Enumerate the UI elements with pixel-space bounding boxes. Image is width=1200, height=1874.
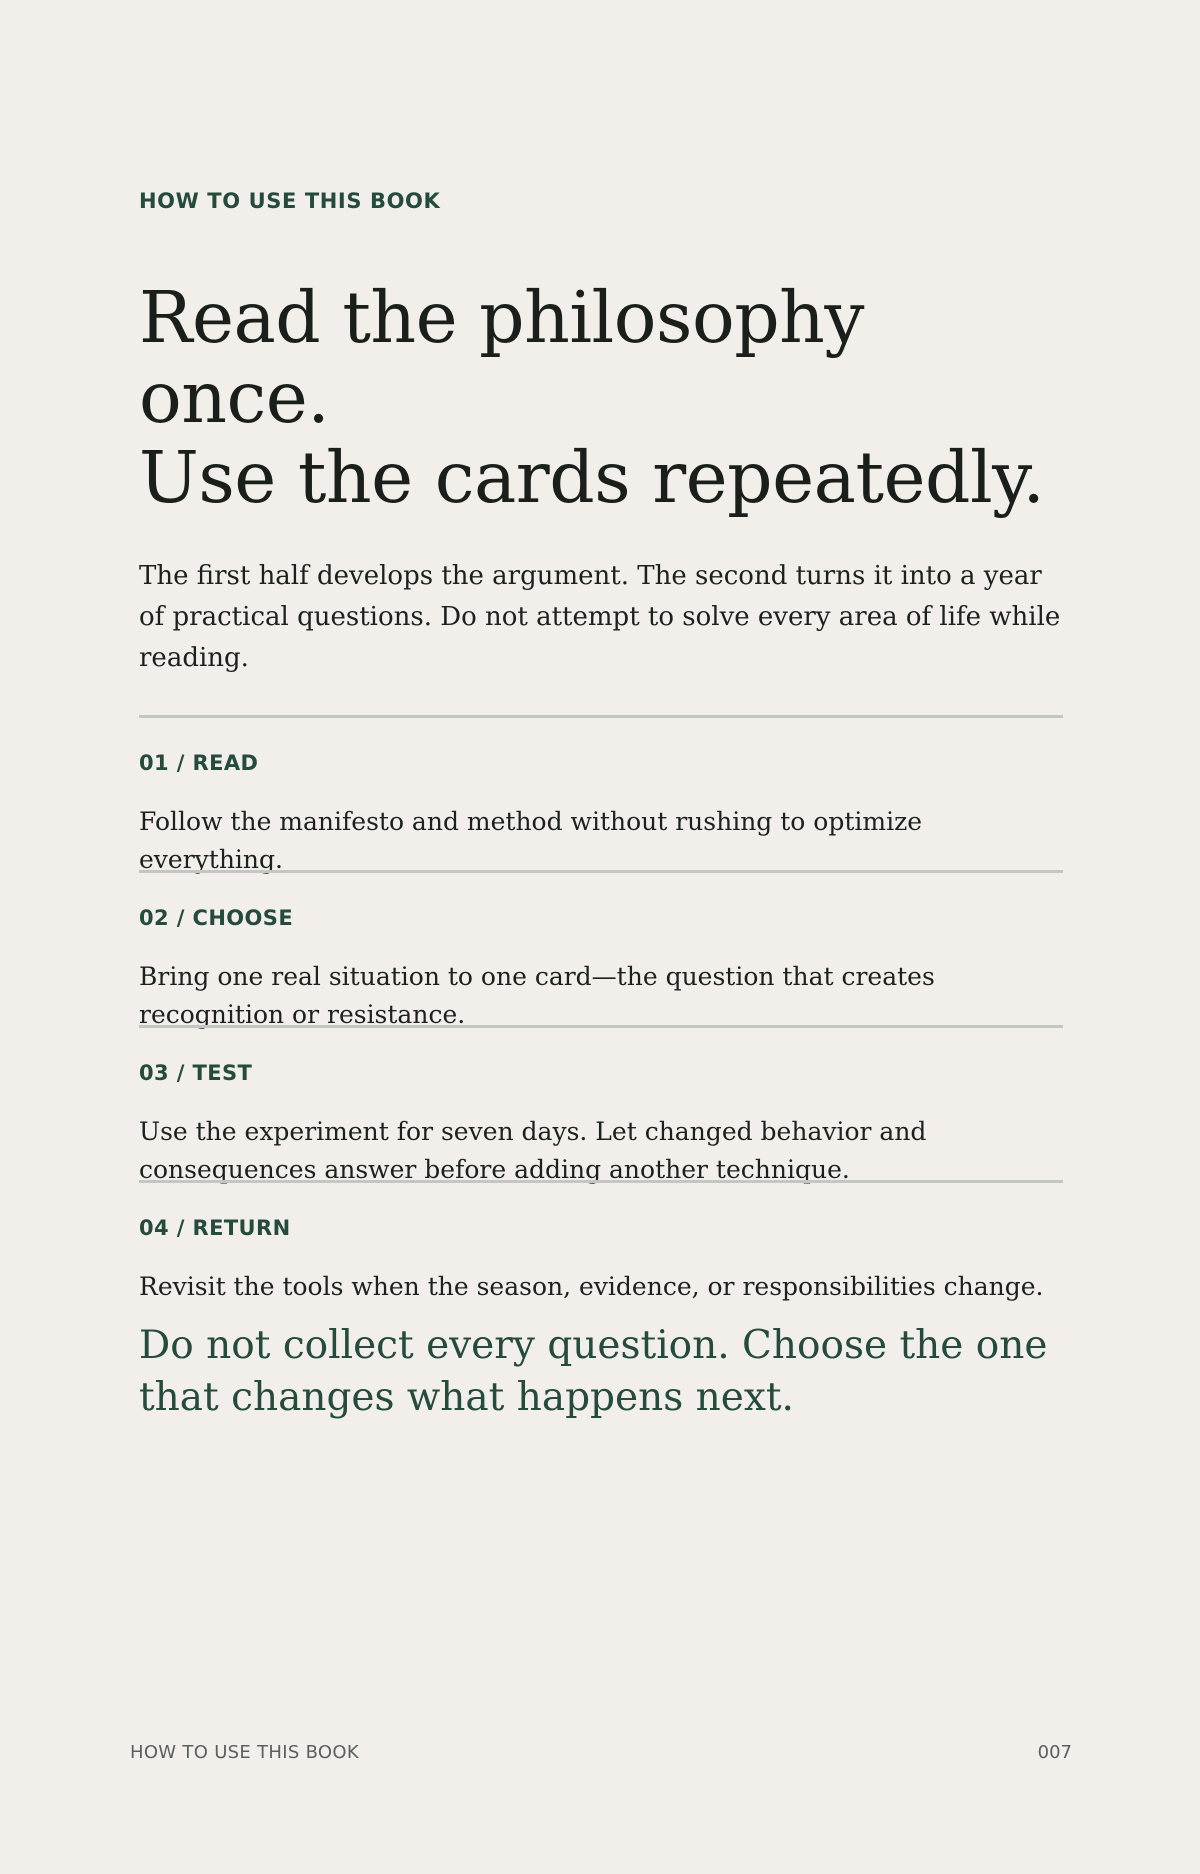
section-label: HOW TO USE THIS BOOK <box>139 189 441 213</box>
headline-line-3: Use the cards repeatedly. <box>139 436 1045 519</box>
headline-line-1: Read the philosophy <box>139 276 864 359</box>
page-number: 007 <box>1037 1742 1072 1763</box>
step-test <box>139 1025 1063 1184</box>
step-label: 04 / RETURN <box>139 1216 291 1240</box>
step-text: Use the experiment for seven days. Let changed behavior and consequences answer before adding another technique. <box>139 1117 927 1184</box>
headline-line-2: once. <box>139 356 330 439</box>
page-content <box>139 186 1063 1424</box>
page-title <box>139 278 1063 518</box>
step-return <box>139 1180 1063 1340</box>
step-choose <box>139 870 1063 1029</box>
step-label: 03 / TEST <box>139 1061 253 1085</box>
step-text: Revisit the tools when the season, evidence, or responsibilities change. <box>139 1272 1044 1301</box>
step-label: 02 / CHOOSE <box>139 906 294 930</box>
step-label: 01 / READ <box>139 751 259 775</box>
intro-paragraph: The first half develops the argument. The second turns it into a year of practical questions. Do not attempt to solve every area of life while reading. <box>139 561 1061 673</box>
step-text: Follow the manifesto and method without rushing to optimize everything. <box>139 807 923 874</box>
running-head: HOW TO USE THIS BOOK <box>130 1742 359 1763</box>
closing-callout: Do not collect every question. Choose the one that changes what happens next. <box>139 1323 1048 1420</box>
step-text: Bring one real situation to one card—the question that creates recognition or resistance. <box>139 962 935 1029</box>
step-read <box>139 715 1063 874</box>
steps-list <box>139 715 1063 1340</box>
